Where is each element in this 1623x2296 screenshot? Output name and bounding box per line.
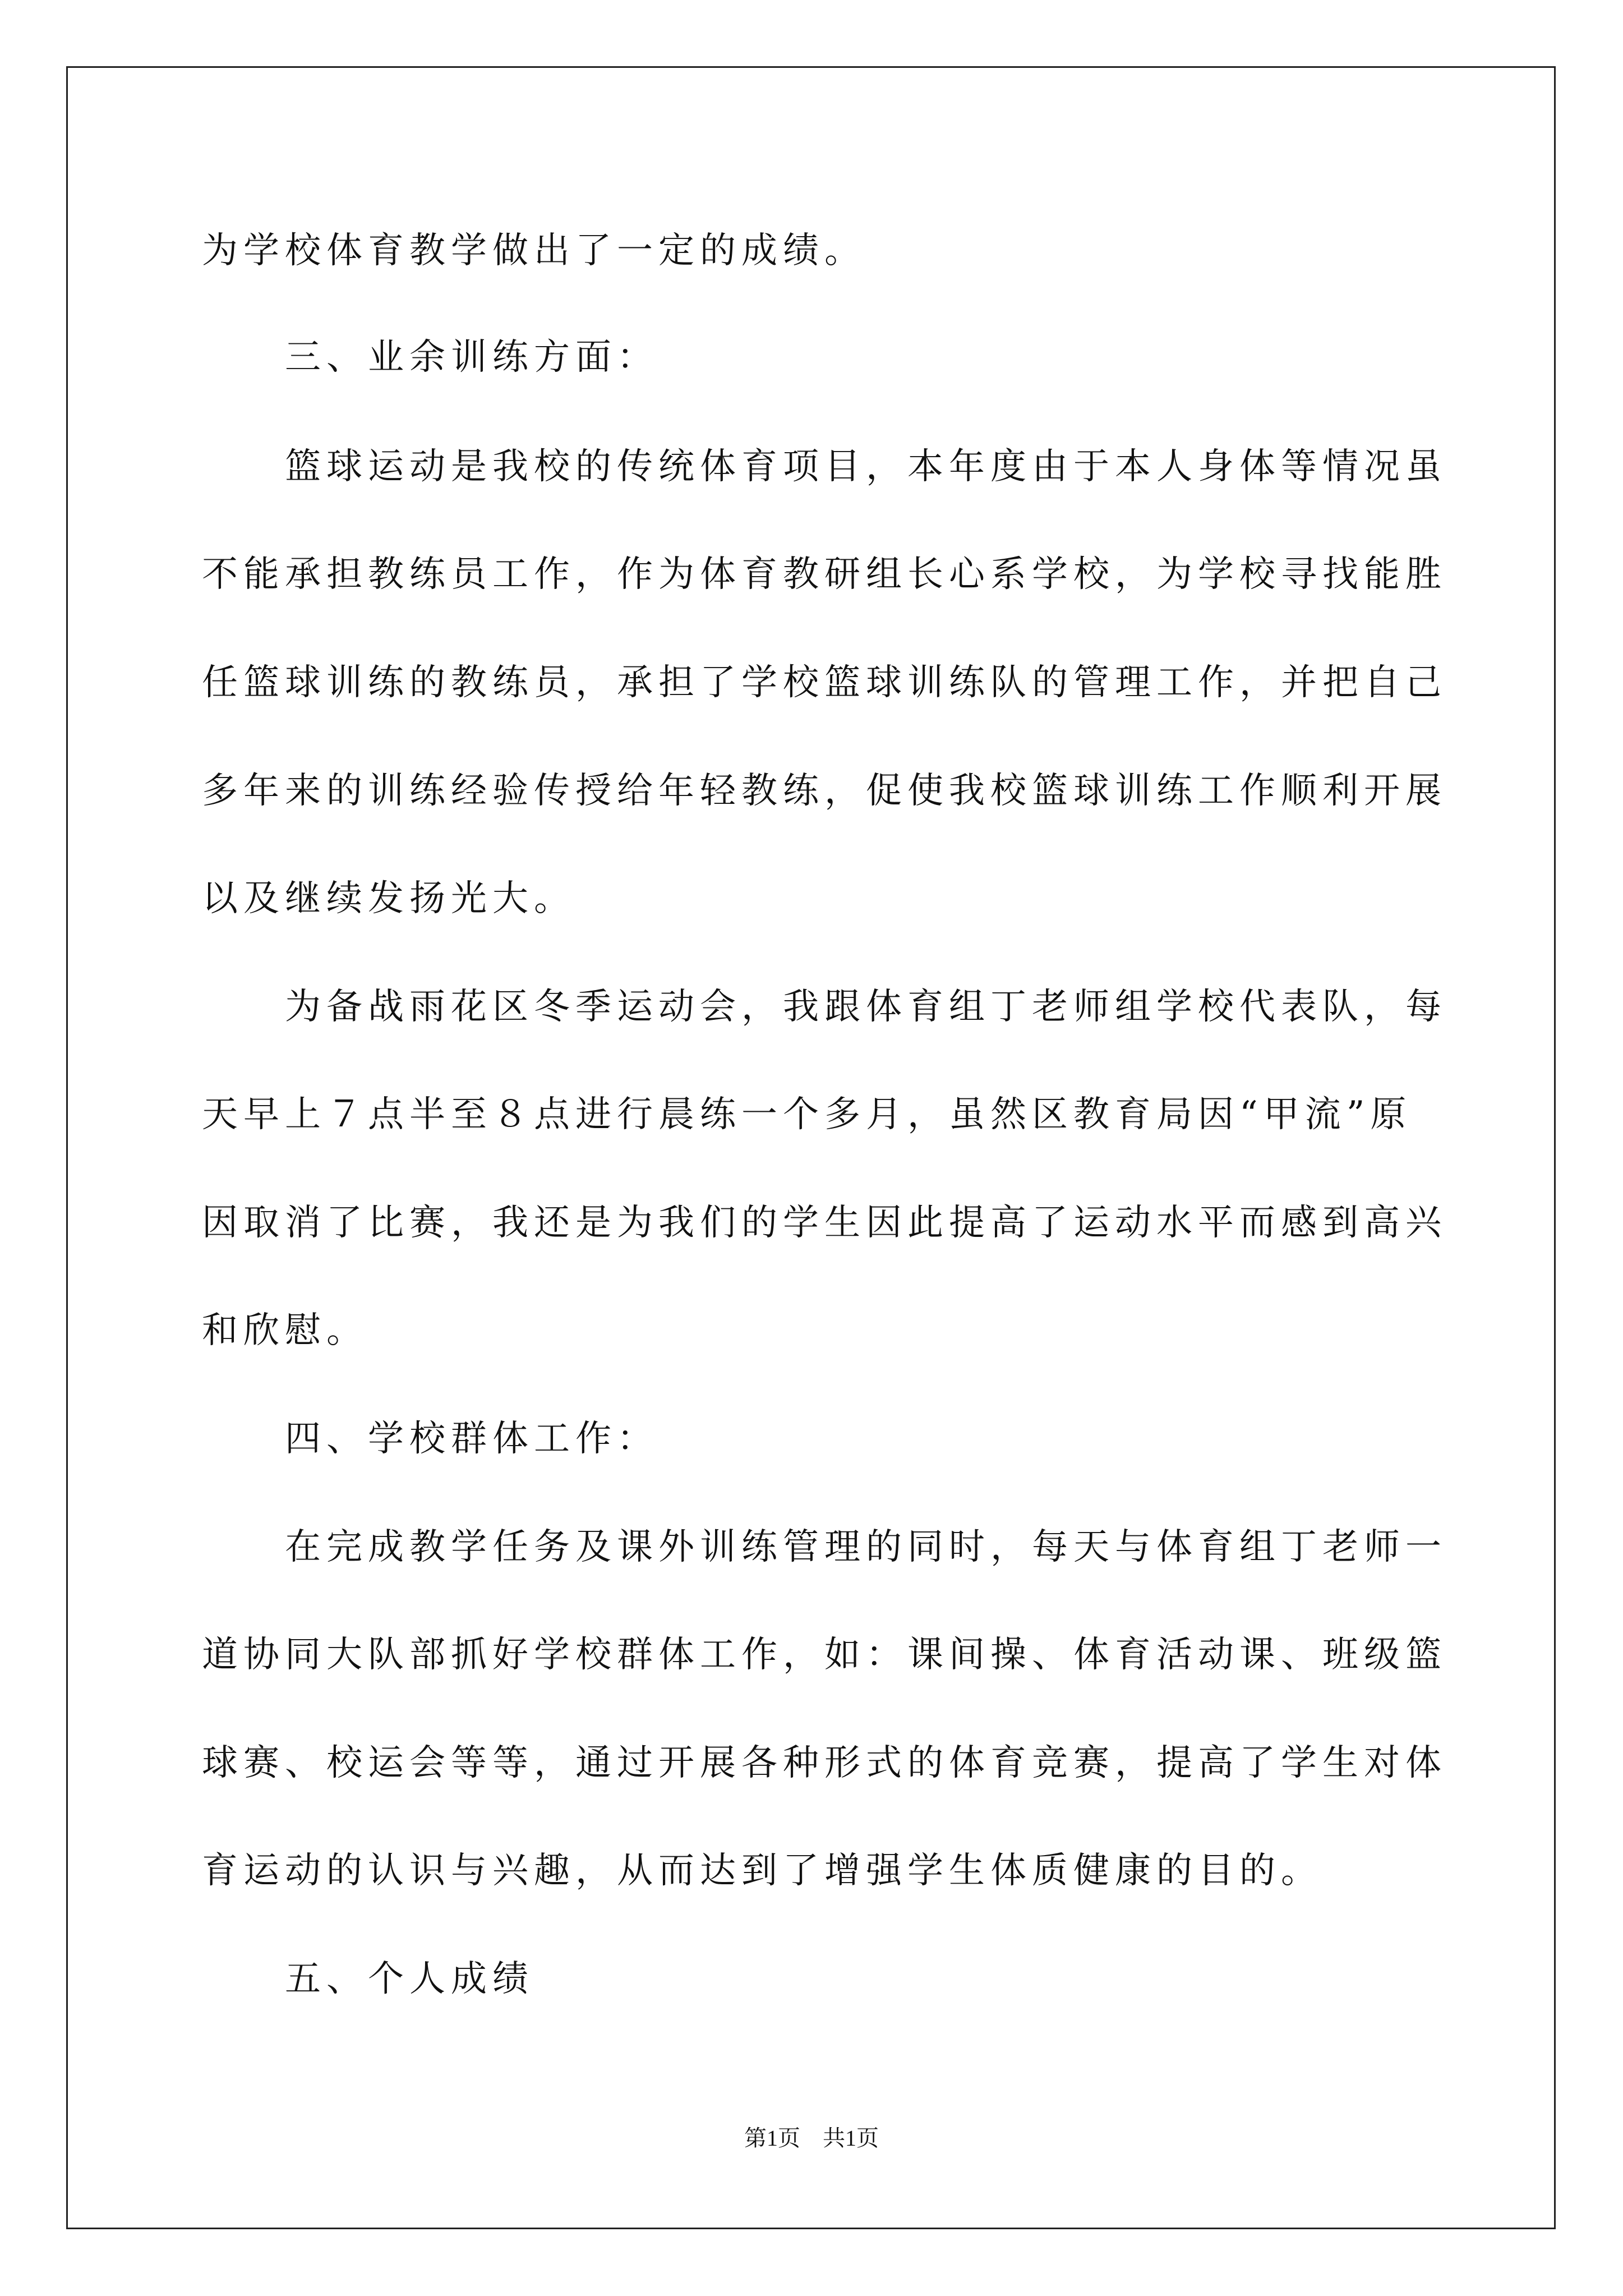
paragraph-line: 道协同大队部抓好学校群体工作，如：课间操、体育活动课、班级篮 [202, 1634, 1447, 1676]
section-heading-5: 五、个人成绩 [285, 1958, 534, 2000]
paragraph-line: 天早上７点半至８点进行晨练一个多月，虽然区教育局因“甲流”原 [202, 1094, 1412, 1135]
paragraph-line: 和欣慰。 [202, 1310, 368, 1351]
paragraph-line: 多年来的训练经验传授给年轻教练，促使我校篮球训练工作顺利开展 [202, 770, 1447, 812]
paragraph-line: 任篮球训练的教练员，承担了学校篮球训练队的管理工作，并把自己 [202, 662, 1447, 703]
paragraph-line: 在完成教学任务及课外训练管理的同时，每天与体育组丁老师一 [285, 1526, 1447, 1568]
paragraph-line: 为学校体育教学做出了一定的成绩。 [202, 230, 866, 272]
page-footer: 第1页 共1页 [744, 2125, 879, 2151]
paragraph-line: 为备战雨花区冬季运动会，我跟体育组丁老师组学校代表队，每 [285, 986, 1447, 1028]
paragraph-line: 以及继续发扬光大。 [202, 878, 575, 919]
section-heading-3: 三、业余训练方面： [285, 337, 658, 378]
paragraph-line: 篮球运动是我校的传统体育项目，本年度由于本人身体等情况虽 [285, 446, 1447, 487]
paragraph-line: 球赛、校运会等等，通过开展各种形式的体育竞赛，提高了学生对体 [202, 1742, 1447, 1784]
page-border [66, 66, 1556, 2229]
paragraph-line: 不能承担教练员工作，作为体育教研组长心系学校，为学校寻找能胜 [202, 554, 1447, 595]
paragraph-line: 育运动的认识与兴趣，从而达到了增强学生体质健康的目的。 [202, 1850, 1322, 1892]
section-heading-4: 四、学校群体工作： [285, 1418, 658, 1460]
paragraph-line: 因取消了比赛，我还是为我们的学生因此提高了运动水平而感到高兴 [202, 1202, 1447, 1244]
